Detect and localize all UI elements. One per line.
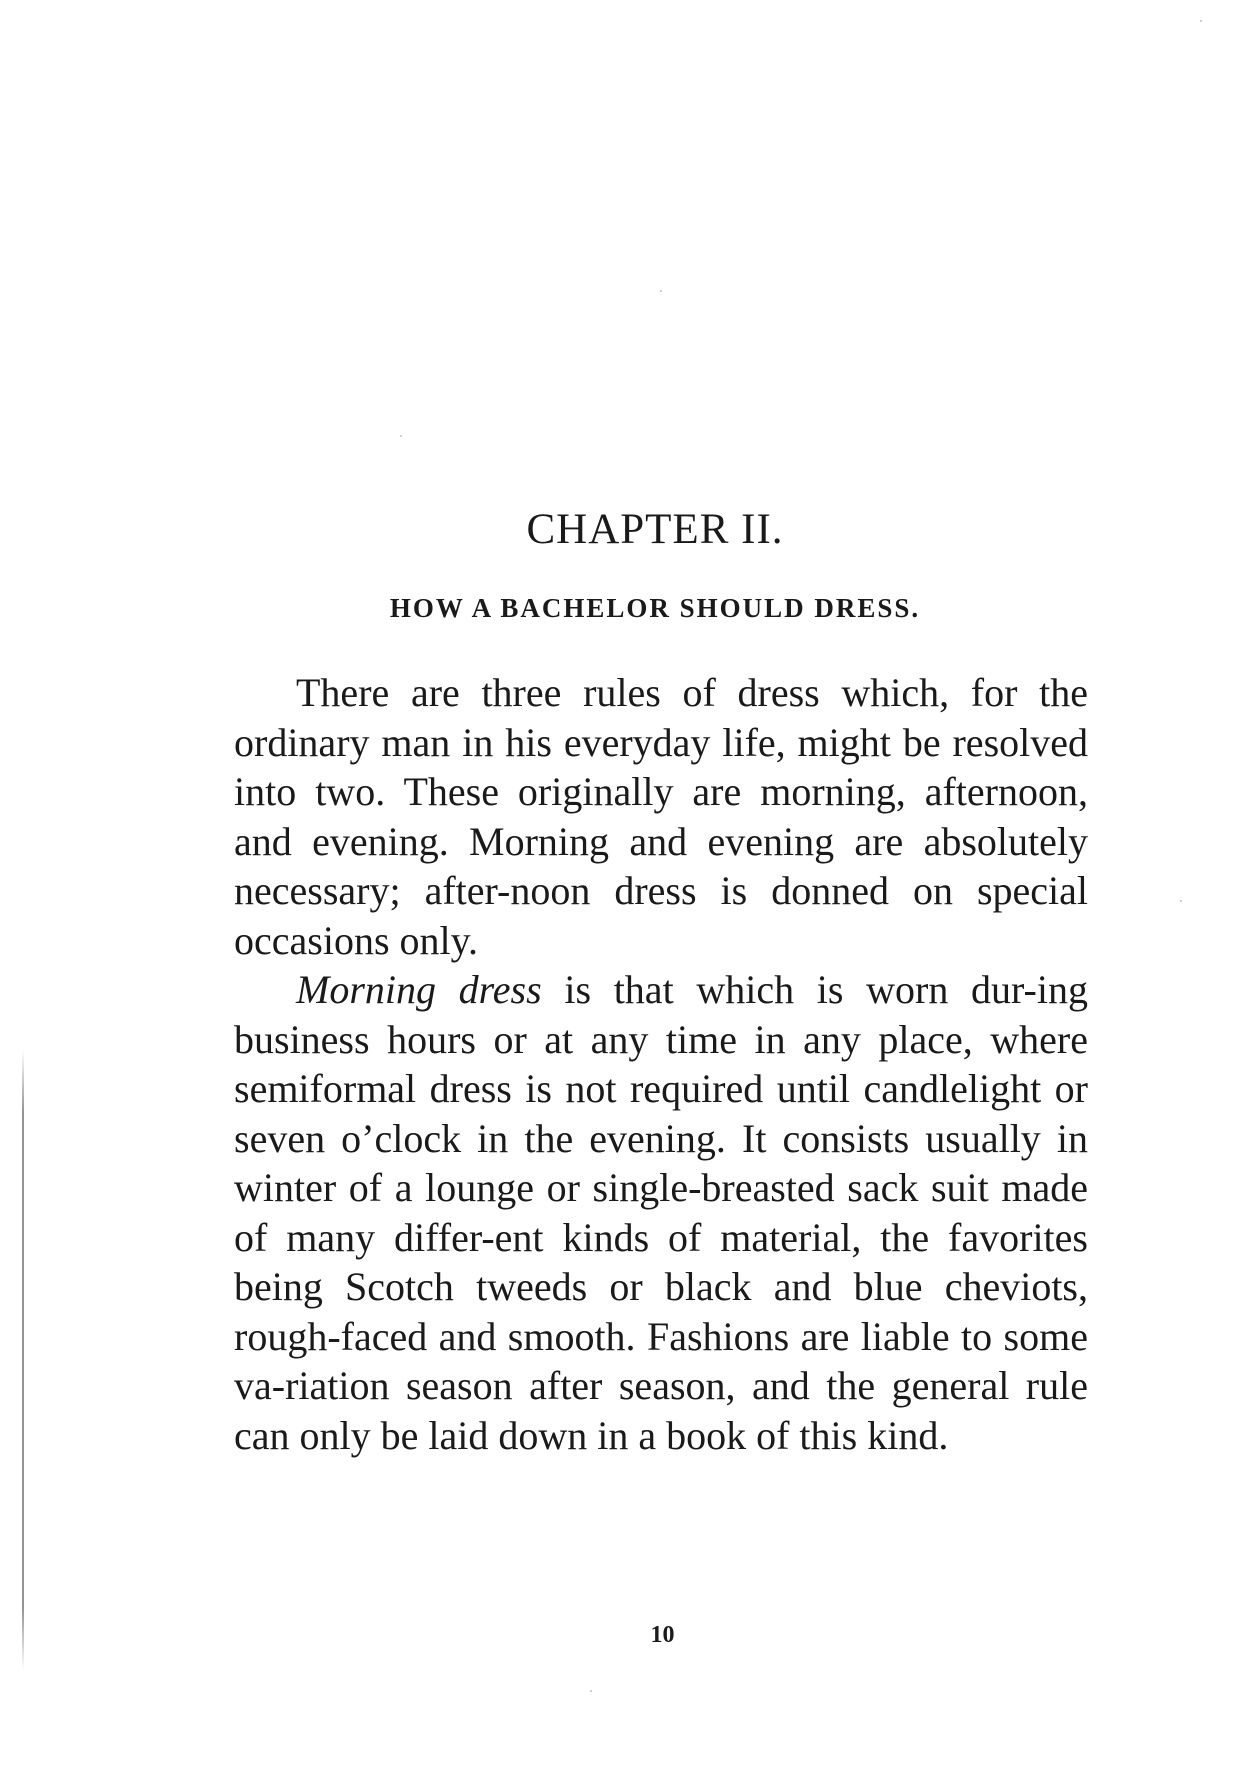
page-number: 10: [650, 1622, 675, 1648]
body-text: [234, 668, 1088, 1460]
paragraph-2: [234, 965, 1088, 1460]
paragraph-2-text: is that which is worn dur-ing business hours or at any time in any place, where semiformal dress is not required until candlelight or seven o’clock in the evening. It consists usually in winter of a lounge or single-breasted sack suit made of many differ-ent kinds of material, the favorites being Scotch tweeds or black and blue cheviots, rough-faced and smooth. Fashions are liable to some va-riation season after season, and the general rule can only be laid down in a book of this kind.: [234, 967, 1088, 1458]
scan-speck: [400, 435, 402, 437]
scan-speck: [1200, 20, 1202, 22]
scan-speck: [1180, 900, 1182, 902]
scan-edge-line: [22, 1050, 24, 1670]
scan-speck: [660, 290, 662, 292]
paragraph-2-italic-lead: Morning dress: [296, 967, 542, 1012]
scan-speck: [590, 1690, 592, 1692]
chapter-title: CHAPTER II.: [526, 506, 784, 553]
chapter-subtitle: HOW A BACHELOR SHOULD DRESS.: [389, 593, 921, 623]
paragraph-1: There are three rules of dress which, for the ordinary man in his everyday life, might be resolved into two. These originally are morning, afternoon, and evening. Morning and evening are absolutely necessary; after-noon dress is donned on special occasions only.: [234, 670, 1088, 963]
